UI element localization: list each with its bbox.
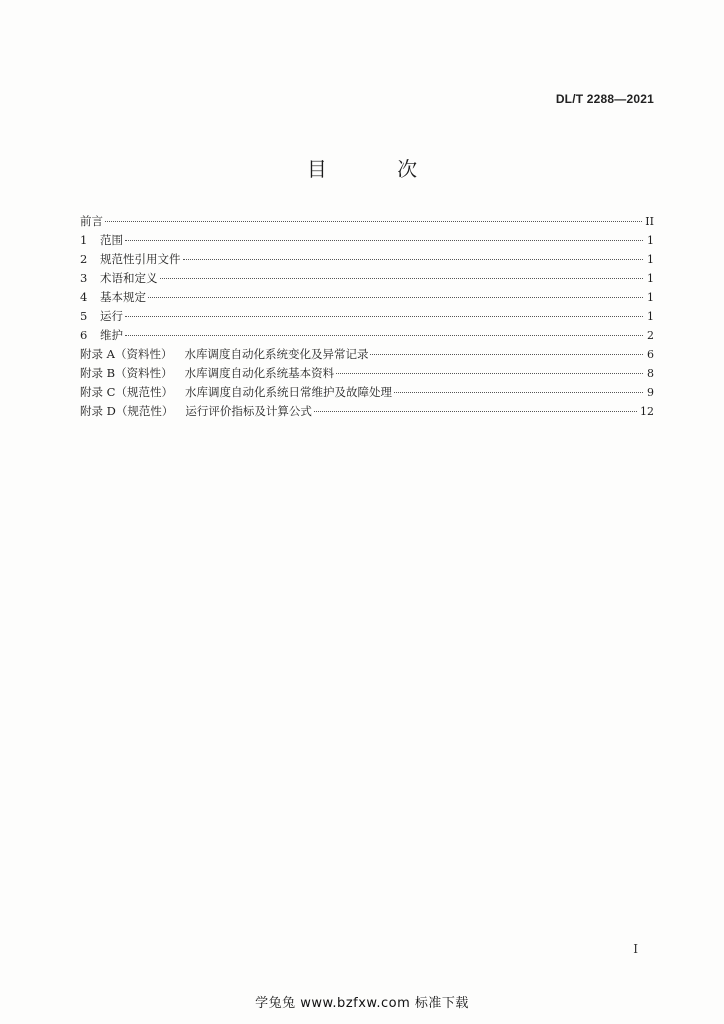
toc-dot-leader <box>148 297 643 298</box>
toc-dot-leader <box>314 411 637 412</box>
toc-entry-number: 5 <box>80 309 88 323</box>
toc-entry-page-number: II <box>645 215 654 228</box>
toc-entry-number: 3 <box>80 271 88 285</box>
table-of-contents <box>80 212 654 421</box>
toc-dot-leader <box>105 221 642 222</box>
toc-entry-label: 运行评价指标及计算公式 <box>185 404 312 418</box>
toc-entry-label: 范围 <box>100 233 123 247</box>
toc-dot-leader <box>125 335 643 336</box>
toc-entry-label: 基本规定 <box>100 290 146 304</box>
toc-dot-leader <box>336 373 643 374</box>
toc-dot-leader <box>125 240 643 241</box>
document-code: DL/T 2288—2021 <box>555 92 654 106</box>
watermark-text: 学兔兔 www.bzfxw.com 标准下载 <box>255 996 469 1011</box>
toc-entry-page-number: 1 <box>647 272 654 285</box>
toc-entry[interactable] <box>80 307 654 326</box>
toc-entry[interactable] <box>80 269 654 288</box>
toc-dot-leader <box>370 354 643 355</box>
toc-entry[interactable] <box>80 326 654 345</box>
toc-entry-page-number: 6 <box>647 348 654 361</box>
toc-entry-number: 6 <box>80 328 88 342</box>
toc-entry-page-number: 1 <box>647 310 654 323</box>
toc-entry-label: 前言 <box>80 214 103 228</box>
toc-entry-appendix-prefix: 附录 A（资料性） <box>80 347 173 361</box>
toc-entry-label: 运行 <box>100 309 123 323</box>
toc-entry-label: 规范性引用文件 <box>100 252 181 266</box>
toc-title: 目 次 <box>306 157 450 181</box>
toc-entry[interactable] <box>80 402 654 421</box>
toc-entry-label: 水库调度自动化系统基本资料 <box>184 366 335 380</box>
toc-dot-leader <box>394 392 643 393</box>
toc-entry[interactable] <box>80 231 654 250</box>
toc-entry-page-number: 1 <box>647 253 654 266</box>
toc-entry[interactable] <box>80 345 654 364</box>
toc-entry-number: 1 <box>80 233 88 247</box>
toc-entry-label: 术语和定义 <box>100 271 158 285</box>
toc-entry-label: 水库调度自动化系统变化及异常记录 <box>184 347 369 361</box>
toc-dot-leader <box>160 278 644 279</box>
toc-entry-appendix-prefix: 附录 D（规范性） <box>80 404 174 418</box>
toc-entry-label: 水库调度自动化系统日常维护及故障处理 <box>184 385 392 399</box>
toc-entry-page-number: 1 <box>647 291 654 304</box>
toc-entry-appendix-prefix: 附录 C（规范性） <box>80 385 173 399</box>
toc-entry-appendix-prefix: 附录 B（资料性） <box>80 366 173 380</box>
toc-dot-leader <box>183 259 644 260</box>
toc-entry-label: 维护 <box>100 328 123 342</box>
toc-entry-number: 4 <box>80 290 88 304</box>
toc-entry[interactable] <box>80 383 654 402</box>
toc-entry[interactable] <box>80 288 654 307</box>
toc-entry-number: 2 <box>80 252 88 266</box>
toc-dot-leader <box>125 316 643 317</box>
toc-entry-page-number: 9 <box>647 386 654 399</box>
toc-entry-page-number: 2 <box>647 329 654 342</box>
toc-entry-page-number: 8 <box>647 367 654 380</box>
toc-entry-page-number: 12 <box>640 405 654 418</box>
toc-entry[interactable] <box>80 250 654 269</box>
toc-entry[interactable] <box>80 212 654 231</box>
page-number: I <box>633 942 638 956</box>
toc-entry[interactable] <box>80 364 654 383</box>
toc-entry-page-number: 1 <box>647 234 654 247</box>
